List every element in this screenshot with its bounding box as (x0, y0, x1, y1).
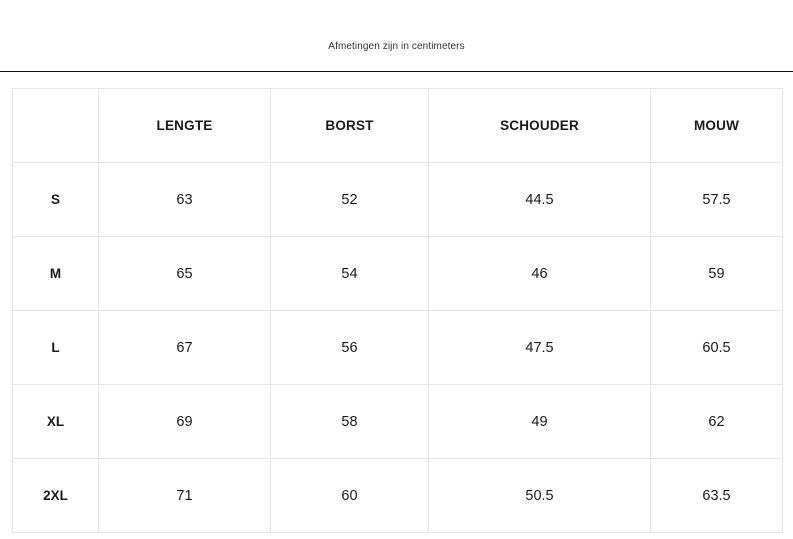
mouw-value: 59 (651, 237, 783, 311)
lengte-value: 65 (99, 237, 271, 311)
header-mouw: MOUW (651, 89, 783, 163)
size-label: 2XL (13, 459, 99, 533)
measurement-unit-caption: Afmetingen zijn in centimeters (328, 41, 465, 52)
header-borst: BORST (271, 89, 429, 163)
table-row (13, 459, 783, 533)
size-chart-table (12, 88, 783, 533)
header-schouder: SCHOUDER (429, 89, 651, 163)
table-row (13, 385, 783, 459)
mouw-value: 62 (651, 385, 783, 459)
lengte-value: 71 (99, 459, 271, 533)
size-label: M (13, 237, 99, 311)
schouder-value: 49 (429, 385, 651, 459)
schouder-value: 50.5 (429, 459, 651, 533)
schouder-value: 44.5 (429, 163, 651, 237)
table-row (13, 237, 783, 311)
borst-value: 52 (271, 163, 429, 237)
table-row (13, 163, 783, 237)
divider-line (0, 71, 793, 72)
table-row (13, 311, 783, 385)
lengte-value: 69 (99, 385, 271, 459)
mouw-value: 63.5 (651, 459, 783, 533)
lengte-value: 67 (99, 311, 271, 385)
borst-value: 58 (271, 385, 429, 459)
mouw-value: 60.5 (651, 311, 783, 385)
table-header-row (13, 89, 783, 163)
schouder-value: 47.5 (429, 311, 651, 385)
mouw-value: 57.5 (651, 163, 783, 237)
borst-value: 56 (271, 311, 429, 385)
schouder-value: 46 (429, 237, 651, 311)
borst-value: 60 (271, 459, 429, 533)
size-label: L (13, 311, 99, 385)
header-size-column (13, 89, 99, 163)
lengte-value: 63 (99, 163, 271, 237)
borst-value: 54 (271, 237, 429, 311)
size-label: S (13, 163, 99, 237)
size-label: XL (13, 385, 99, 459)
header-lengte: LENGTE (99, 89, 271, 163)
